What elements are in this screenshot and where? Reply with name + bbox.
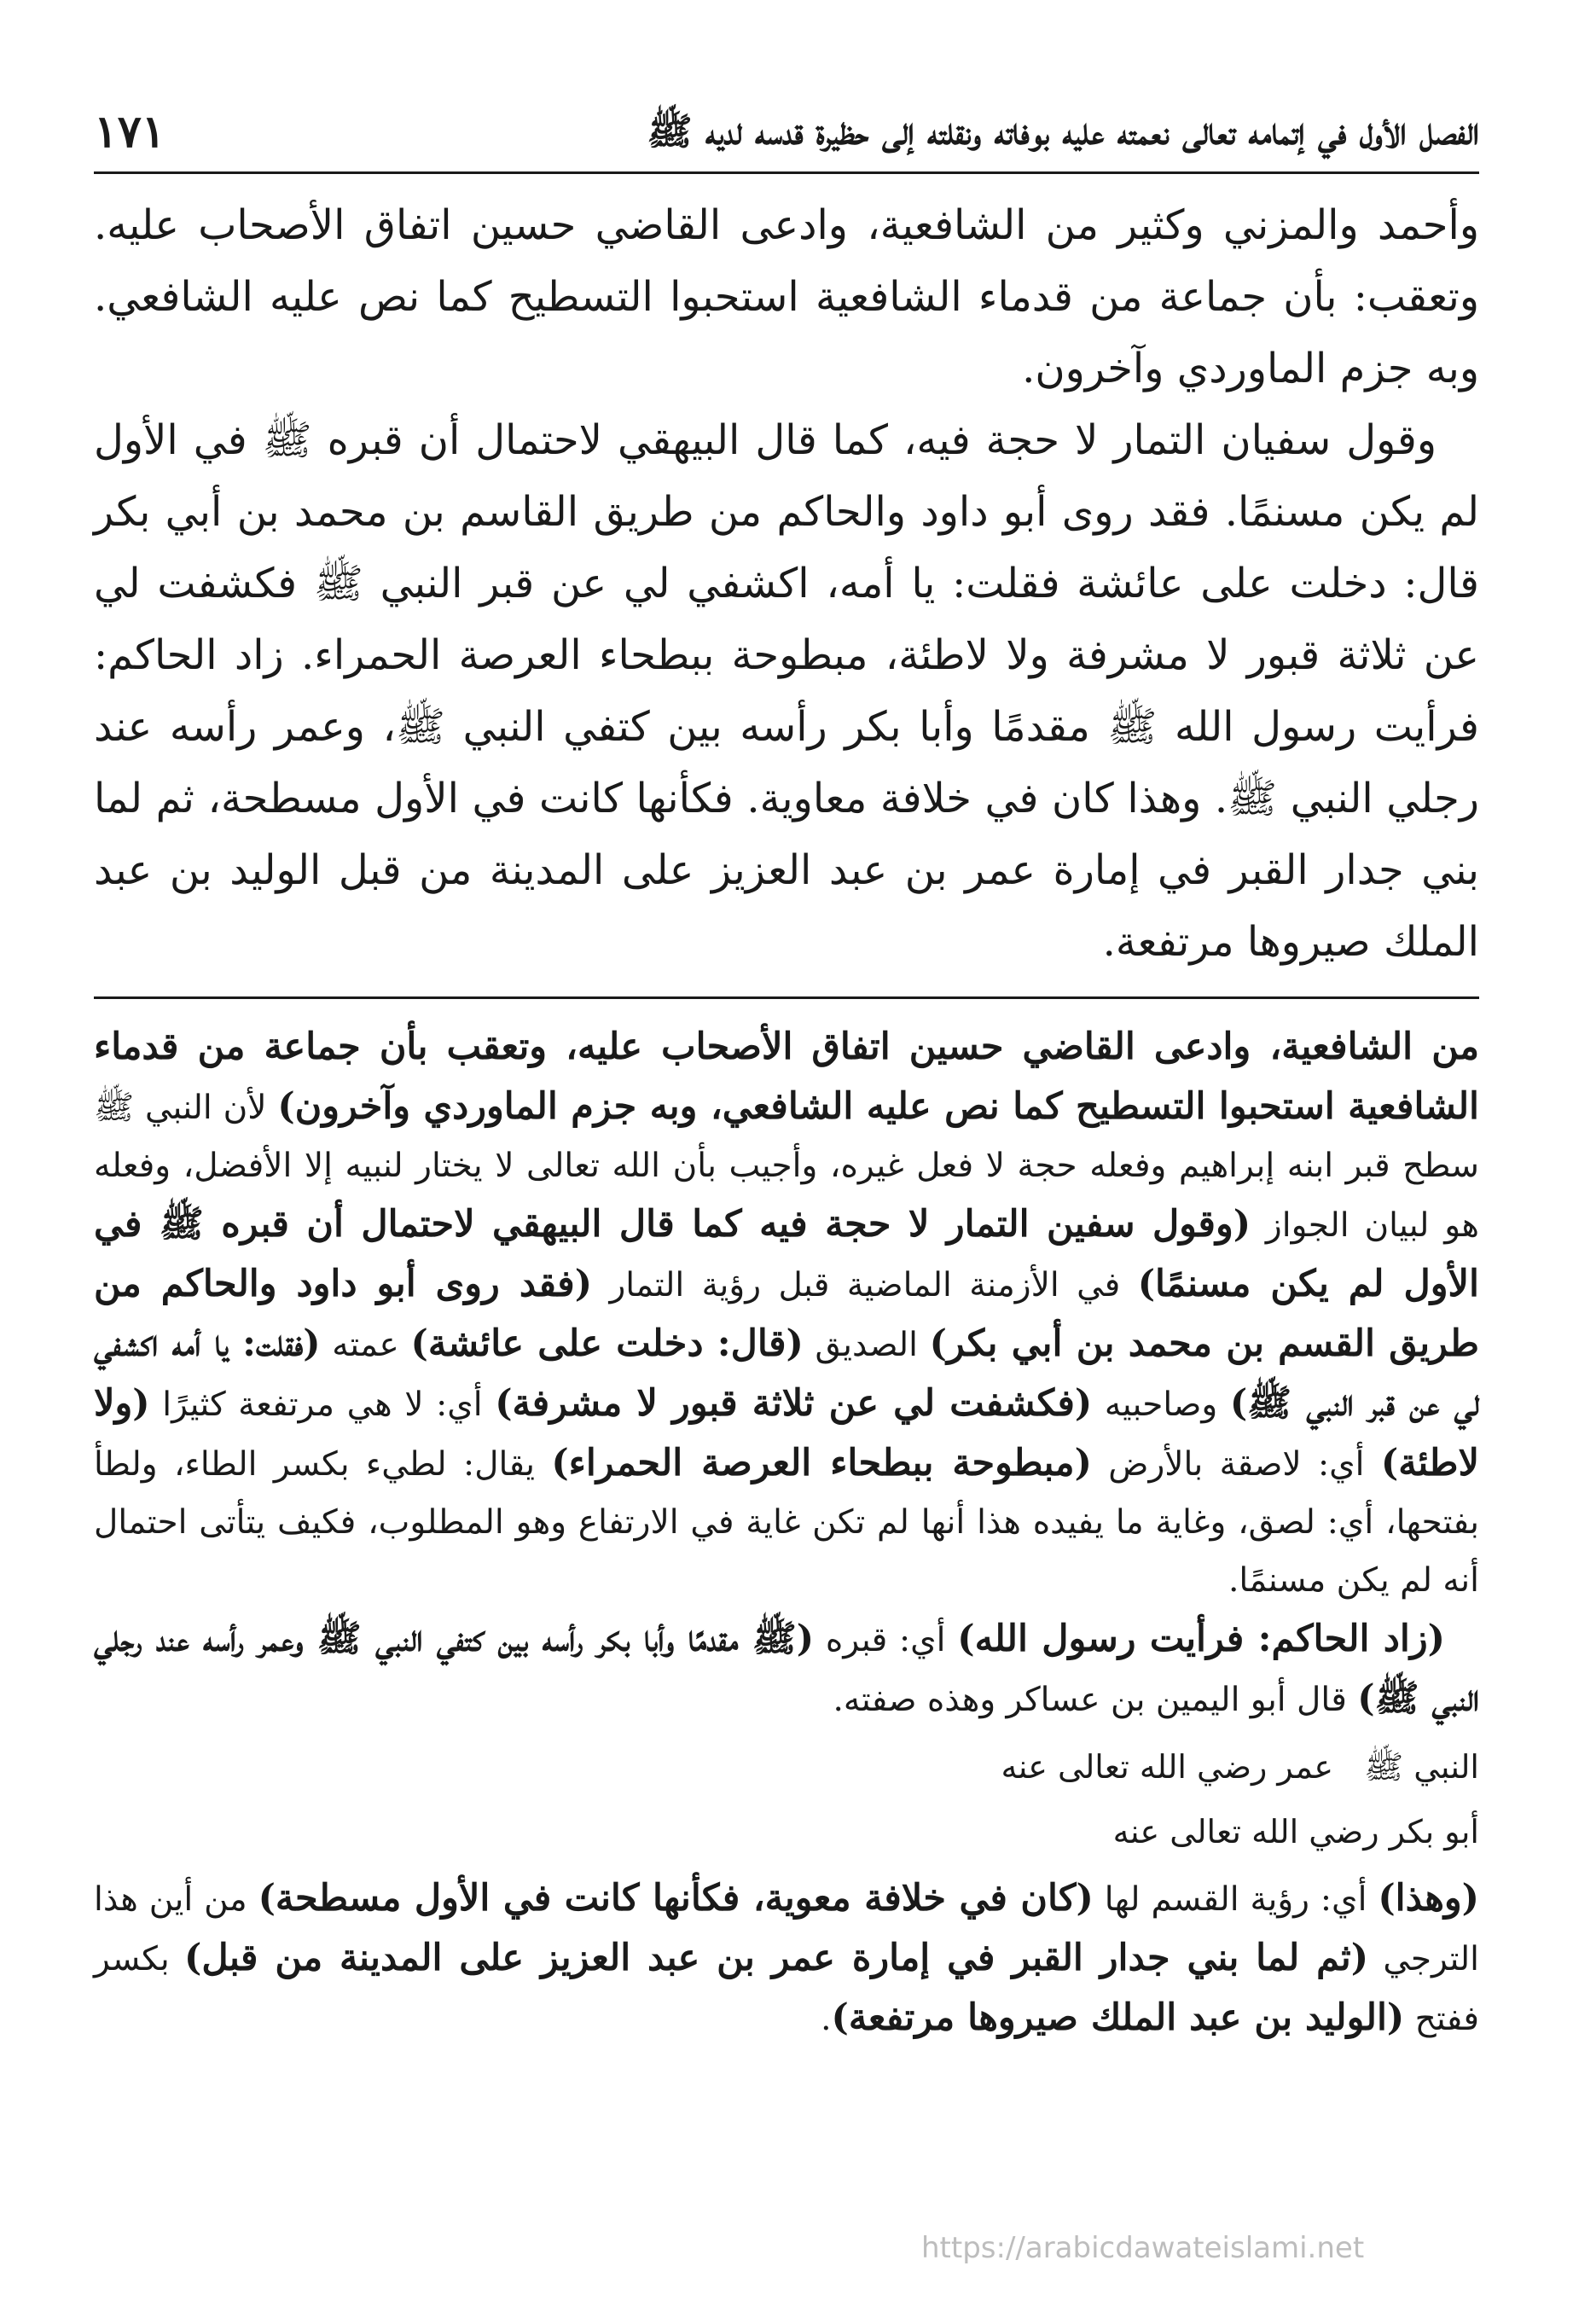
quoted-text: (الوليد بن عبد الملك صيروها مرتفعة) <box>831 1996 1405 2039</box>
main-paragraph: وأحمد والمزني وكثير من الشافعية، وادعى القاضي حسين اتفاق الأصحاب عليه. وتعقب: بأن جماعة من قدماء الشافعية استحبوا التسطيح كما نص عليه الشافعي. وبه جزم الماوردي وآخرون. <box>94 201 1479 392</box>
quoted-text: (فكشفت لي عن ثلاثة قبور لا مشرفة) <box>495 1382 1093 1425</box>
figure-label-umar: عمر رضي الله تعالى عنه <box>1001 1748 1334 1786</box>
commentary-text: أي: قبره <box>814 1621 958 1659</box>
graves-arrangement-figure <box>94 1734 1479 1864</box>
commentary-text: لأن النبي ﷺ سطح قبر ابنه إبراهيم وفعله حجة لا فعل غيره، وأجيب بأن الله تعالى لا يختار لنبيه إلا الأفضل، وفعله هو لبيان الجواز <box>94 1089 1480 1245</box>
commentary-text: عمته <box>320 1326 411 1364</box>
commentary-text: أي: لاصقة بالأرض <box>1091 1445 1381 1484</box>
commentary-text: الصديق <box>803 1326 930 1364</box>
quoted-text: (ثم لما بني جدار القبر في إمارة عمر بن عبد العزيز على المدينة من قبل) <box>184 1937 1369 1979</box>
commentary <box>94 1018 1479 2048</box>
quoted-text: (فقد روى أبو داود والحاكم من طريق القسم بن محمد بن أبي بكر) <box>94 1263 1480 1365</box>
quoted-text: (فقلت: يا أمه اكشفي لي عن قبر النبي ﷺ) <box>94 1322 1479 1425</box>
commentary-text: قال أبو اليمين بن عساكر وهذه صفته. <box>833 1681 1358 1719</box>
quoted-text: (ولا لاطئة) <box>94 1382 1479 1484</box>
figure-row-top <box>94 1734 1479 1799</box>
quoted-text: (وقول سفين التمار لا حجة فيه كما قال البيهقي لاحتمال أن قبره ﷺ في الأول لم يكن مسنمًا) <box>94 1203 1479 1305</box>
footnote-divider <box>94 996 1479 999</box>
commentary-text: من أين هذا الترجي <box>94 1880 1479 1978</box>
running-header <box>94 85 1479 166</box>
commentary-text: بكسر ففتح <box>94 1940 1479 2038</box>
main-paragraph: وقول سفيان التمار لا حجة فيه، كما قال البيهقي لاحتمال أن قبره ﷺ في الأول لم يكن مسنمًا. فقد روى أبو داود والحاكم من طريق القاسم بن محمد بن أبي بكر قال: دخلت على عائشة فقلت: يا أمه، اكشفي لي عن قبر النبي ﷺ فكشفت لي عن ثلاثة قبور لا مشرفة ولا لاطئة، مبطوحة ببطحاء العرصة الحمراء. زاد الحاكم: فرأيت رسول الله ﷺ مقدمًا وأبا بكر رأسه بين كتفي النبي ﷺ، وعمر رأسه عند رجلي النبي ﷺ. وهذا كان في خلافة معاوية. فكأنها كانت في الأول مسطحة، ثم لما بني جدار القبر في إمارة عمر بن عبد العزيز على المدينة من قبل الوليد بن عبد الملك صيروها مرتفعة. <box>94 416 1480 966</box>
quoted-text: (قال: دخلت على عائشة) <box>410 1322 804 1365</box>
main-text <box>94 189 1479 978</box>
quoted-text: (كان في خلافة معوية، فكأنها كانت في الأول مسطحة) <box>258 1877 1094 1920</box>
figure-label-prophet: النبي ﷺ <box>1364 1748 1479 1786</box>
commentary-text: أي: رؤية القسم لها <box>1093 1880 1379 1919</box>
commentary-text: يقال: لطيء بكسر الطاء، ولطأ بفتحها، أي: لصق، وغاية ما يفيده هذا أنها لم تكن غاية في الارتفاع وهو المطلوب، فكيف يتأتى احتمال أنه لم يكن مسنمًا. <box>94 1445 1479 1600</box>
figure-row-bottom <box>94 1799 1479 1864</box>
book-page <box>94 85 1479 2269</box>
commentary-text: أي: لا هي مرتفعة كثيرًا <box>149 1386 496 1424</box>
commentary-text: في الأزمنة الماضية قبل رؤية التمار <box>592 1266 1138 1304</box>
quoted-text: (ﷺ مقدمًا وأبا بكر رأسه بين كتفي النبي ﷺ وعمر رأسه عند رجلي النبي ﷺ) <box>94 1618 1479 1720</box>
quoted-text: من الشافعية، وادعى القاضي حسين اتفاق الأصحاب عليه، وتعقب بأن جماعة من قدماء الشافعية استحبوا التسطيح كما نص عليه الشافعي، وبه جزم الماوردي وآخرون) <box>94 1025 1479 1128</box>
chapter-title: الفصل الأول في إتمامه تعالى نعمته عليه بوفاته ونقلته إلى حظيرة قدسه لديه ﷺ <box>647 110 1479 154</box>
quoted-text: (وهذا) <box>1378 1877 1479 1920</box>
commentary-text: وصاحبيه <box>1092 1386 1230 1424</box>
watermark-url: https://arabicdawateislami.net <box>921 2231 1365 2265</box>
figure-label-abu-bakr: أبو بكر رضي الله تعالى عنه <box>1112 1813 1479 1850</box>
commentary-text: . <box>821 2000 832 2038</box>
quoted-text: (زاد الحاكم: فرأيت رسول الله) <box>957 1618 1445 1660</box>
page-number: ١٧١ <box>94 106 165 158</box>
header-rule <box>94 171 1479 174</box>
commentary-paragraph <box>94 1869 1479 2048</box>
commentary-paragraph <box>94 1610 1479 1729</box>
commentary-paragraph <box>94 1018 1479 1610</box>
quoted-text: (مبطوحة ببطحاء العرصة الحمراء) <box>551 1442 1092 1484</box>
